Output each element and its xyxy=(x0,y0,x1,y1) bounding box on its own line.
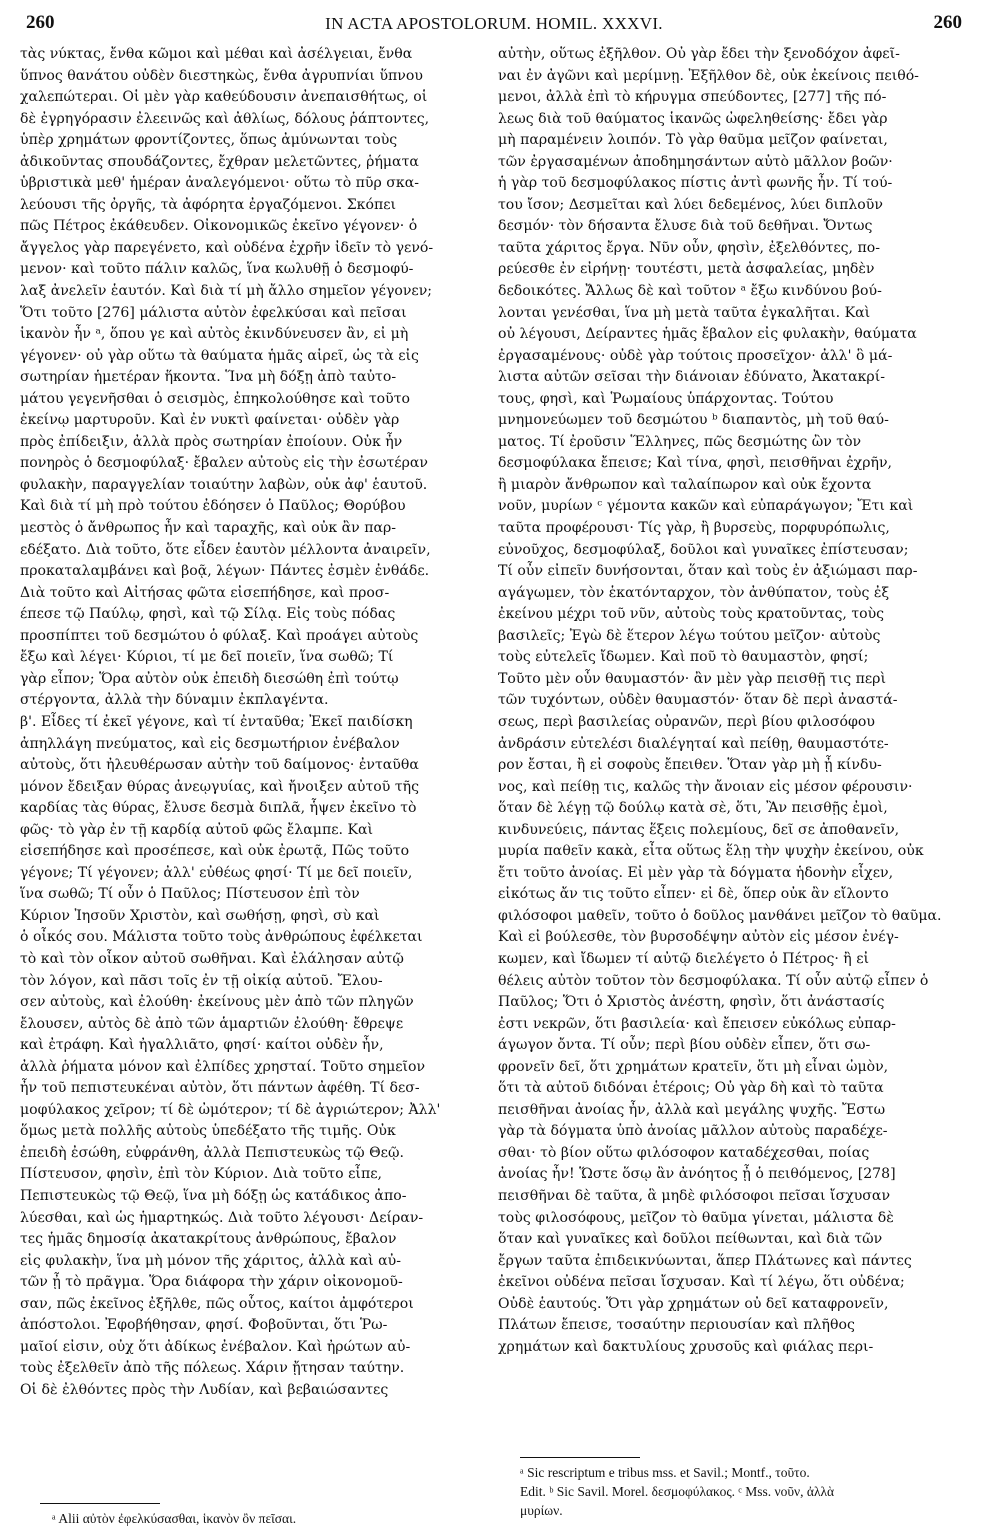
text-line-right: φρονεῖν δεῖ, ὅτι χρημάτων κρατεῖν, ὅτι μὴ εἶναι ὠμὸν, xyxy=(498,1058,889,1075)
text-line-left: ἀπηλλάγη πνεύματος, καὶ εἰς δεσμωτήριον ἐνέβαλον xyxy=(20,735,400,752)
text-line-left: εἰς φυλακὴν, ἵνα μὴ μόνον τῆς χάριτος, ἀλλὰ καὶ αὐ- xyxy=(20,1252,401,1269)
page-number-left: 260 xyxy=(26,12,55,33)
text-line-left: μαῖοί εἰσιν, οὐχ ὅτι ἀδίκως ἐνέβαλον. Καὶ ἠρώτων αὐ- xyxy=(20,1338,411,1355)
text-line-right: αὐτὴν, οὕτως ἐξῆλθον. Οὐ γὰρ ἔδει τὴν ξενοδόχον ἀφεῖ- xyxy=(498,46,900,62)
text-line-left: προσπίπτει τοῦ δεσμώτου ὁ φύλαξ. Καὶ προάγει αὐτοὺς xyxy=(20,627,419,644)
text-line-right: ἐργασαμένους· οὐδὲ γὰρ τούτοις προσεῖχον· ἀλλ' ὃ μά- xyxy=(498,347,893,364)
running-title: IN ACTA APOSTOLORUM. HOMIL. XXXVI. xyxy=(325,14,663,33)
text-line-right: πεισθῆναι δὲ ταῦτα, ἃ μηδὲ φιλόσοφοι πεῖσαι ἴσχυσαν xyxy=(498,1187,891,1204)
text-line-left: ἄγγελος γὰρ παρεγένετο, καὶ οὐδένα ἐχρῆν ἰδεῖν τὸ γενό- xyxy=(20,239,434,256)
text-line-left: ἀλλὰ ῥήματα μόνον καὶ ἐλπίδες χρησταί. Τοῦτο σημεῖον xyxy=(20,1058,426,1075)
text-line-left: φῶς· τὸ γὰρ ἐν τῇ καρδίᾳ αὐτοῦ φῶς ἔλαμπε. Καὶ xyxy=(20,821,374,838)
text-line-left: μάτου γεγενῆσθαι ὁ σεισμὸς, ἐπηκολούθησε καὶ τοῦτο xyxy=(20,390,410,407)
text-line-right: κωμεν, καὶ ἴδωμεν τί αὐτῷ διελέγετο ὁ Πέτρος· ἢ εἰ xyxy=(498,950,870,967)
page-number-right: 260 xyxy=(933,12,962,33)
text-line-left: Καὶ διὰ τί μὴ πρὸ τούτου ἐδόησεν ὁ Παῦλος; Θορύβου xyxy=(20,498,406,515)
text-line-left: ἔλουσεν, αὐτὸς δὲ ἀπὸ τῶν ἁμαρτιῶν ἐλούθη· ἔθρεψε xyxy=(20,1015,404,1032)
text-line-right: βασιλεῖς; Ἐγὼ δὲ ἕτερον λέγω τούτου μεῖζον· αὐτοὺς xyxy=(498,627,881,644)
text-line-left: τες ἡμᾶς δημοσίᾳ ἀκατακρίτους ἀνθρώπους, ἔβαλον xyxy=(20,1231,397,1248)
text-line-right: ταῦτα προφέρουσι· Τίς γὰρ, ἢ βυρσεὺς, πορφυρόπωλις, xyxy=(498,520,890,537)
text-line-left: Ὅτι τοῦτο [276] μάλιστα αὐτὸν ἐφελκύσαι καὶ πεῖσαι xyxy=(20,304,407,321)
text-line-left: ἔξω καὶ λέγει· Κύριοι, τί με δεῖ ποιεῖν, ἵνα σωθῶ; Τί xyxy=(20,649,394,666)
text-line-right: ὅταν καὶ γυναῖκες καὶ δοῦλοι πείθωνται, καὶ διὰ τῶν xyxy=(498,1231,883,1248)
right-column xyxy=(498,44,968,1358)
text-line-left: τὸ καὶ τὸν οἶκον αὐτοῦ σωθῆναι. Καὶ ἐλάλησαν αὐτῷ xyxy=(20,950,404,967)
text-line-right: μυρία παθεῖν κακὰ, εἶτα οὕτως ἕλῃ τὴν ψυχὴν ἐκείνου, οὐκ xyxy=(498,843,924,860)
text-line-right: ρον ἔσται, ἢ εἰ σοφοὺς ἔπειθεν. Ὅταν γὰρ μὴ ᾖ κίνδυ- xyxy=(498,757,882,774)
text-line-right: χρημάτων καὶ δακτυλίους χρυσοῦς καὶ φιάλας περι- xyxy=(498,1338,874,1355)
text-line-left: λύεσθαι, καὶ ὡς ἡμαρτηκώς. Διὰ τοῦτο λέγουσι· Δείραν- xyxy=(20,1209,424,1226)
text-line-left: φυλακὴν, παραγγελίαν τοιαύτην λαβὼν, οὐκ ἀφ' ἑαυτοῦ. xyxy=(20,476,428,493)
text-line-right: γὰρ τὰ δόγματα ὑπὸ ἀνοίας μᾶλλον αὐτοὺς παραδέχε- xyxy=(498,1123,888,1140)
footnote-line: Edit. ᵇ Sic Savil. Morel. δεσμοφύλακος. ᶜ Mss. νοῦν, ἀλλὰ xyxy=(520,1484,835,1499)
text-line-left: Κύριον Ἰησοῦν Χριστὸν, καὶ σωθήσῃ, φησὶ, σὺ καὶ xyxy=(20,907,380,924)
text-line-right: μενοι, ἀλλὰ ἐπὶ τὸ κήρυγμα σπεύδοντες, [277] τῆς πό- xyxy=(498,89,887,106)
text-line-left: ὁ οἶκός σου. Μάλιστα τοῦτο τοὺς ἀνθρώπους ἐφέλκεται xyxy=(20,929,423,946)
text-line-right: Τοῦτο μὲν οὖν θαυμαστόν· ἂν μὲν γὰρ πεισθῇ τις περὶ xyxy=(498,670,886,687)
text-line-right: ἐστι νεκρῶν, ὅτι βασιλεία· καὶ ἔπεισεν εὐκόλως εὐπαρ- xyxy=(498,1015,896,1032)
text-line-right: ἔτι τοῦτο ἀνοίας. Εἰ μὲν γὰρ τὰ δόγματα ἡδονὴν εἶχεν, xyxy=(498,864,894,881)
text-line-right: νοῦν, μυρίων ᶜ γέμοντα κακῶν καὶ εὐπαράγωγον; Ἔτι καὶ xyxy=(498,498,914,515)
text-line-right: σεως, περὶ βασιλείας οὐρανῶν, περὶ βίου φιλοσόφου xyxy=(498,713,875,730)
text-line-right: ἐκεῖνοι οὐδένα πεῖσαι ἴσχυσαν. Καὶ τί λέγω, ὅτι οὐδένα; xyxy=(498,1274,905,1291)
text-line-left: έπεσε τῷ Παύλῳ, φησὶ, καὶ τῷ Σίλᾳ. Εἰς τοὺς πόδας xyxy=(20,606,396,623)
text-line-right: νος, καὶ πείθῃ τις, καλῶς τὴν ἄνοιαν εἰς μέσον φέρουσιν· xyxy=(498,778,913,795)
text-line-left: στέργοντα, ἀλλὰ τὴν δύναμιν ἐκπλαγέντα. xyxy=(20,692,329,709)
text-line-right: ὅτι τὰ αὐτοῦ διδόναι ἑτέροις; Οὐ γὰρ δὴ καὶ τὸ ταῦτα xyxy=(498,1080,884,1097)
text-line-left: Πίστευσον, φησὶν, ἐπὶ τὸν Κύριον. Διὰ τοῦτο εἶπε, xyxy=(20,1166,382,1183)
text-line-left: μόνον ἔδειξαν θύρας ἀνεῳγυίας, καὶ ἤνοιξεν αὐτοῦ τῆς xyxy=(20,778,419,795)
text-line-right: ἀνοίας ἦν! Ὥστε ὅσῳ ἂν ἀνόητος ᾖ ὁ πειθόμενος, [278] xyxy=(498,1166,896,1183)
text-line-right: Παῦλος; Ὅτι ὁ Χριστὸς ἀνέστη, φησὶν, ὅτι ἀνάστασίς xyxy=(498,994,885,1011)
text-line-right: μὴ παραμένειν λοιπόν. Τὸ γὰρ θαῦμα μεῖζον φαίνεται, xyxy=(498,132,888,149)
text-line-right: λιστα αὐτῶν σεῖσαι τὴν διάνοιαν ἐδύνατο, Ἀκατακρί- xyxy=(498,369,885,386)
text-line-left: μοφύλακος χεῖρον; τί δὲ ὠμότερον; τί δὲ ἀγριώτερον; Ἀλλ' xyxy=(20,1101,441,1118)
text-line-left: β'. Εἶδες τί ἐκεῖ γέγονε, καὶ τί ἐνταῦθα; Ἐκεῖ παιδίσκη xyxy=(20,713,413,730)
text-line-left: Πεπιστευκὼς τῷ Θεῷ, ἵνα μὴ δόξῃ ὡς κατάδικος ἀπο- xyxy=(20,1187,407,1204)
text-line-left: μενον· καὶ τοῦτο πάλιν καλῶς, ἵνα κωλυθῇ ὁ δεσμοφύ- xyxy=(20,261,414,278)
text-line-left: ἵνα σωθῶ; Τί οὖν ὁ Παῦλος; Πίστευσον ἐπὶ τὸν xyxy=(20,886,360,903)
text-line-left: σαν, πῶς ἐκεῖνος ἐξῆλθε, πῶς οὗτος, καίτοι ἀμφότεροι xyxy=(20,1295,414,1312)
text-line-left: ἱκανὸν ἦν ᵃ, ὅπου γε καὶ αὐτὸς ἐκινδύνευσεν ἂν, εἰ μὴ xyxy=(20,326,409,343)
text-line-left: Διὰ τοῦτο καὶ Αἰτήσας φῶτα εἰσεπήδησε, καὶ προσ- xyxy=(20,584,390,601)
text-line-right: ταῦτα χάριτος ἔργα. Νῦν οὖν, φησὶν, ἐξελθόντες, πο- xyxy=(498,239,881,256)
text-line-left: ἀπόστολοι. Ἐφοβήθησαν, φησί. Φοβοῦνται, ὅτι Ῥω- xyxy=(20,1317,388,1334)
text-line-left: αὐτοὺς, ὅτι ἠλευθέρωσαν αὐτὴν τοῦ δαίμονος· ἐνταῦθα xyxy=(20,757,419,774)
text-line-right: ἢ μιαρὸν ἄνθρωπον καὶ ταλαίπωρον καὶ οὐκ ἔχοντα xyxy=(498,476,872,493)
text-line-left: ὕπνος θανάτου οὐδὲν διεστηκὼς, ἔνθα ἀγρυπνίαι ὕπνου xyxy=(20,67,423,84)
text-line-left: σωτηρίαν ἡμετέραν ἥκοντα. Ἵνα μὴ δόξῃ ἀπὸ ταὐτο- xyxy=(20,369,397,386)
text-line-right: ματος. Τί ἐροῦσιν Ἕλληνες, πῶς δεσμώτης ὢν τὸν xyxy=(498,433,862,450)
text-line-left: σεν αὐτοὺς, καὶ ἐλούθη· ἐκείνους μὲν ἀπὸ τῶν πληγῶν xyxy=(20,994,414,1011)
text-line-left: λαξ ἀνελεῖν ἑαυτόν. Καὶ διὰ τί μὴ ἄλλο σημεῖον γέγονεν; xyxy=(20,283,433,300)
text-line-left: ἐκείνῳ μαρτυροῦν. Καὶ ἐν νυκτὶ φαίνεται· οὐδὲν γὰρ xyxy=(20,412,400,429)
text-line-left: χαλεπώτεραι. Οἱ μὲν γὰρ καθεύδουσιν ἀνεπαισθήτως, οἱ xyxy=(20,89,428,106)
left-column xyxy=(20,44,490,1401)
text-line-left: καὶ ἐτράφη. Καὶ ἠγαλλιᾶτο, φησί· καίτοι οὐδὲν ἦν, xyxy=(20,1037,384,1054)
text-line-right: φιλόσοφοι μαθεῖν, τοῦτο ὁ δοῦλος μανθάνει μεῖζον τὸ θαῦμα. xyxy=(498,907,942,924)
page-header xyxy=(26,6,962,36)
text-line-left: λεύουσι τῆς ὀργῆς, τὰ ἀφόρητα ἐργαζόμενοι. Σκόπει xyxy=(20,196,397,213)
text-line-left: προκαταλαμβάνει καὶ βοᾷ, λέγων· Πάντες ἐσμὲν ἐνθάδε. xyxy=(20,563,430,580)
text-line-right: μνημονεύωμεν τοῦ δεσμώτου ᵇ διαπαντὸς, μὴ τοῦ θαύ- xyxy=(498,412,889,429)
text-line-right: λονται γενέσθαι, ἵνα μὴ μετὰ ταῦτα ἐγκαλῆται. Καὶ xyxy=(498,304,871,321)
text-line-right: ἔργων ταῦτα ἐπιδεικνύωνται, ἅπερ Πλάτωνες καὶ πάντες xyxy=(498,1252,912,1269)
text-line-right: ἡ γὰρ τοῦ δεσμοφύλακος πίστις ἀντὶ φωνῆς ἦν. Τί τού- xyxy=(498,175,893,192)
text-line-left: καρδίας τὰς θύρας, ἔλυσε δεσμὰ διπλᾶ, ἧψεν ἐκεῖνο τὸ xyxy=(20,800,417,817)
text-line-right: δεσμοφύλακα ἔπεισε; Καὶ τίνα, φησὶ, πεισθῆναι ἐχρῆν, xyxy=(498,455,892,472)
text-line-right: ὅταν δὲ λέγῃ τῷ δούλῳ κατὰ σὲ, ὅτι, Ἂν πεισθῇς ἐμοὶ, xyxy=(498,800,888,817)
text-line-right: άγωγον ὄντα. Τί οὖν; περὶ βίου οὐδὲν εἶπεν, ὅτι σω- xyxy=(498,1037,871,1054)
text-line-right: τοὺς εὐτελεῖς ἴδωμεν. Καὶ ποῦ τὸ θαυμαστὸν, φησί; xyxy=(498,649,869,666)
text-line-left: εδέξατο. Διὰ τοῦτο, ὅτε εἶδεν ἑαυτὸν μέλλοντα ἀναιρεῖν, xyxy=(20,541,431,558)
text-line-left: γὰρ εἶπον; Ὅρα αὐτὸν οὐκ ἐπειδὴ διεσώθη ἐπὶ τούτῳ xyxy=(20,670,399,687)
text-line-right: δεδοικότες. Ἄλλως δὲ καὶ τοῦτον ᵃ ἔξω κινδύνου βού- xyxy=(498,283,882,300)
text-line-left: ἦν τοῦ πεπιστευκέναι αὐτὸν, ὅτι πάντων ἀφέθη. Τί δεσ- xyxy=(20,1080,420,1097)
text-line-right: ἐκείνου μέχρι τοῦ νῦν, αὐτοὺς τοὺς κρατοῦντας, τοὺς xyxy=(498,606,885,623)
text-line-right: ἀνδράσιν εὐτελέσι διαλέγηταί καὶ πείθῃ, θαυμαστότε- xyxy=(498,735,889,752)
text-line-right: ναι ἐν ἀγῶνι καὶ μερίμνῃ. Ἐξῆλθον δὲ, οὐκ ἐκείνοις πειθό- xyxy=(498,67,919,84)
text-line-right: του ἴσον; Δεσμεῖται καὶ λύει δεδεμένος, λύει διπλοῦν xyxy=(498,196,883,213)
text-line-right: τους, φησὶ, καὶ Ῥωμαίους ὑπάρχοντας. Τούτου xyxy=(498,390,834,407)
text-line-left: τοὺς ἐξελθεῖν ἀπὸ τῆς πόλεως. Χάριν ᾔτησαν ταύτην. xyxy=(20,1360,405,1377)
footnotes-right xyxy=(520,1463,960,1520)
footnote-separator-left xyxy=(40,1503,160,1504)
text-line-left: ὅμως μετὰ πολλῆς αὐτοὺς ὑπεδέξατο τῆς τιμῆς. Οὐκ xyxy=(20,1123,396,1140)
text-line-right: Πλάτων ἔπεισε, τοσαύτην περιουσίαν καὶ πλῆθος xyxy=(498,1317,855,1334)
text-line-right: Καὶ εἰ βούλεσθε, τὸν βυρσοδέψην αὐτὸν εἰς μέσον ἐνέγ- xyxy=(498,929,899,946)
text-line-left: Οἱ δὲ ἐλθόντες πρὸς τὴν Λυδίαν, καὶ βεβαιώσαντες xyxy=(20,1381,389,1398)
text-line-left: πονηρὸς ὁ δεσμοφύλαξ· ἔβαλεν αὐτοὺς εἰς τὴν ἐσωτέραν xyxy=(20,455,428,472)
text-line-left: ἀδικοῦντας σπουδάζοντες, ἔχθραν μελετῶντες, ῥήματα xyxy=(20,153,419,170)
text-line-right: σθαι· τὸ βίον οὕτω φιλόσοφον καταδέχεσθαι, ποίας xyxy=(498,1144,870,1161)
text-line-right: αγάγωμεν, τὸν ἑκατόνταρχον, τὸν ἀνθύπατον, τοὺς ἐξ xyxy=(498,584,890,601)
text-line-left: πρὸς ἐπίδειξιν, ἀλλὰ πρὸς σωτηρίαν ἐποίουν. Οὐκ ἦν xyxy=(20,433,403,450)
footnote-line: μυρίων. xyxy=(520,1503,563,1518)
text-line-right: λεως διὰ τοῦ θαύματος ἱκανῶς ὠφεληθείσης· ἔδει γὰρ xyxy=(498,110,888,127)
text-line-right: ρεύεσθε ἐν εἰρήνῃ· τουτέστι, μετὰ ἀσφαλείας, μηδὲν xyxy=(498,261,875,278)
text-line-left: εἰσεπήδησε καὶ προσέπεσε, καὶ οὐκ ἐρωτᾷ, Πῶς τοῦτο xyxy=(20,843,410,860)
text-line-right: θέλεις αὐτὸν τοῦτον τὸν δεσμοφύλακα. Τί οὖν αὐτῷ εἶπεν ὁ xyxy=(498,972,929,989)
footnote-line: ᵃ Sic rescriptum e tribus mss. et Savil.; Montf., τοῦτο. xyxy=(520,1465,810,1480)
text-line-left: δὲ ἐγρηγόρασιν ἐλεεινῶς καὶ ἀθλίως, δόλους ῥάπτοντες, xyxy=(20,110,430,127)
text-line-right: εἰκότως ἄν τις τοῦτο εἶπεν· εἰ δὲ, ὅπερ οὐκ ἂν εἴλοντο xyxy=(498,886,889,903)
text-line-right: τῶν τυχόντων, οὐδὲν θαυμαστόν· ὅταν δὲ περὶ ἀναστά- xyxy=(498,692,898,709)
footnote-separator-right xyxy=(520,1457,640,1458)
text-line-right: τῶν ἐργασαμένων ἀποδημησάντων αὐτὸ μᾶλλον βοῶν· xyxy=(498,153,893,170)
text-line-left: τῶν ᾖ τὸ πρᾶγμα. Ὅρα διάφορα τὴν χάριν οἰκονομοῦ- xyxy=(20,1274,403,1291)
text-line-right: τοὺς φιλοσόφους, μεῖζον τὸ θαῦμα γίνεται, μάλιστα δὲ xyxy=(498,1209,894,1226)
text-line-right: δεσμόν· τὸν δήσαντα ἔλυσε διὰ τοῦ δεθῆναι. Ὄντως xyxy=(498,218,873,235)
text-line-right: Οὐδὲ ἑαυτούς. Ὅτι γὰρ χρημάτων οὐ δεῖ καταφρονεῖν, xyxy=(498,1295,889,1312)
text-line-right: οὐ λέγουσι, Δείραντες ἡμᾶς ἔβαλον εἰς φυλακὴν, θαύματα xyxy=(498,326,917,343)
text-line-left: ὑβριστικὰ μεθ' ἡμέραν ἀναλεγόμενοι· οὕτω τὸ πῦρ σκα- xyxy=(20,175,419,192)
text-line-left: ἐπειδὴ ἐσώθη, εὐφράνθη, ἀλλὰ Πεπιστευκὼς τῷ Θεῷ. xyxy=(20,1144,404,1161)
text-line-left: μεστὸς ὁ ἄνθρωπος ἦν καὶ ταραχῆς, καὶ οὐκ ἂν παρ- xyxy=(20,520,397,537)
text-line-right: κινδυνεύεις, πάντας ἕξεις πολεμίους, δεῖ σε ἀποθανεῖν, xyxy=(498,821,900,838)
text-line-left: τὸν λόγον, καὶ πᾶσι τοῖς ἐν τῇ οἰκίᾳ αὐτοῦ. Ἔλου- xyxy=(20,972,383,989)
text-line-right: Τί οὖν εἰπεῖν δυνήσονται, ὅταν καὶ τοὺς ἐν ἀξιώμασι παρ- xyxy=(498,563,918,580)
text-line-left: πῶς Πέτρος ἐκάθευδεν. Οἰκονομικῶς ἐκεῖνο γέγονεν· ὁ xyxy=(20,218,418,235)
footnote-left: ᵃ Alii αὐτὸν ἐφελκύσασθαι, ἱκανὸν ὂν πεῖσαι. xyxy=(52,1511,297,1526)
text-line-left: γέγονεν· οὐ γὰρ οὕτω τὰ θαύματα ἡμᾶς αἱρεῖ, ὡς τὰ εἰς xyxy=(20,347,419,364)
text-line-left: ὑπὲρ χρημάτων φροντίζοντες, ὅπως ἀμύνωνται τοὺς xyxy=(20,132,398,149)
text-line-right: εὐνοῦχος, δεσμοφύλαξ, δοῦλοι καὶ γυναῖκες ἐπίστευσαν; xyxy=(498,541,909,558)
text-line-left: γέγονε; Τί γέγονεν; ἀλλ' εὐθέως φησί· Τί με δεῖ ποιεῖν, xyxy=(20,864,413,881)
text-line-left: τὰς νύκτας, ἔνθα κῶμοι καὶ μέθαι καὶ ἀσέλγειαι, ἔνθα xyxy=(20,46,413,62)
text-line-right: πεισθῆναι ἀνοίας ἦν, ἀλλὰ καὶ μεγάλης ψυχῆς. Ἔστω xyxy=(498,1101,886,1118)
